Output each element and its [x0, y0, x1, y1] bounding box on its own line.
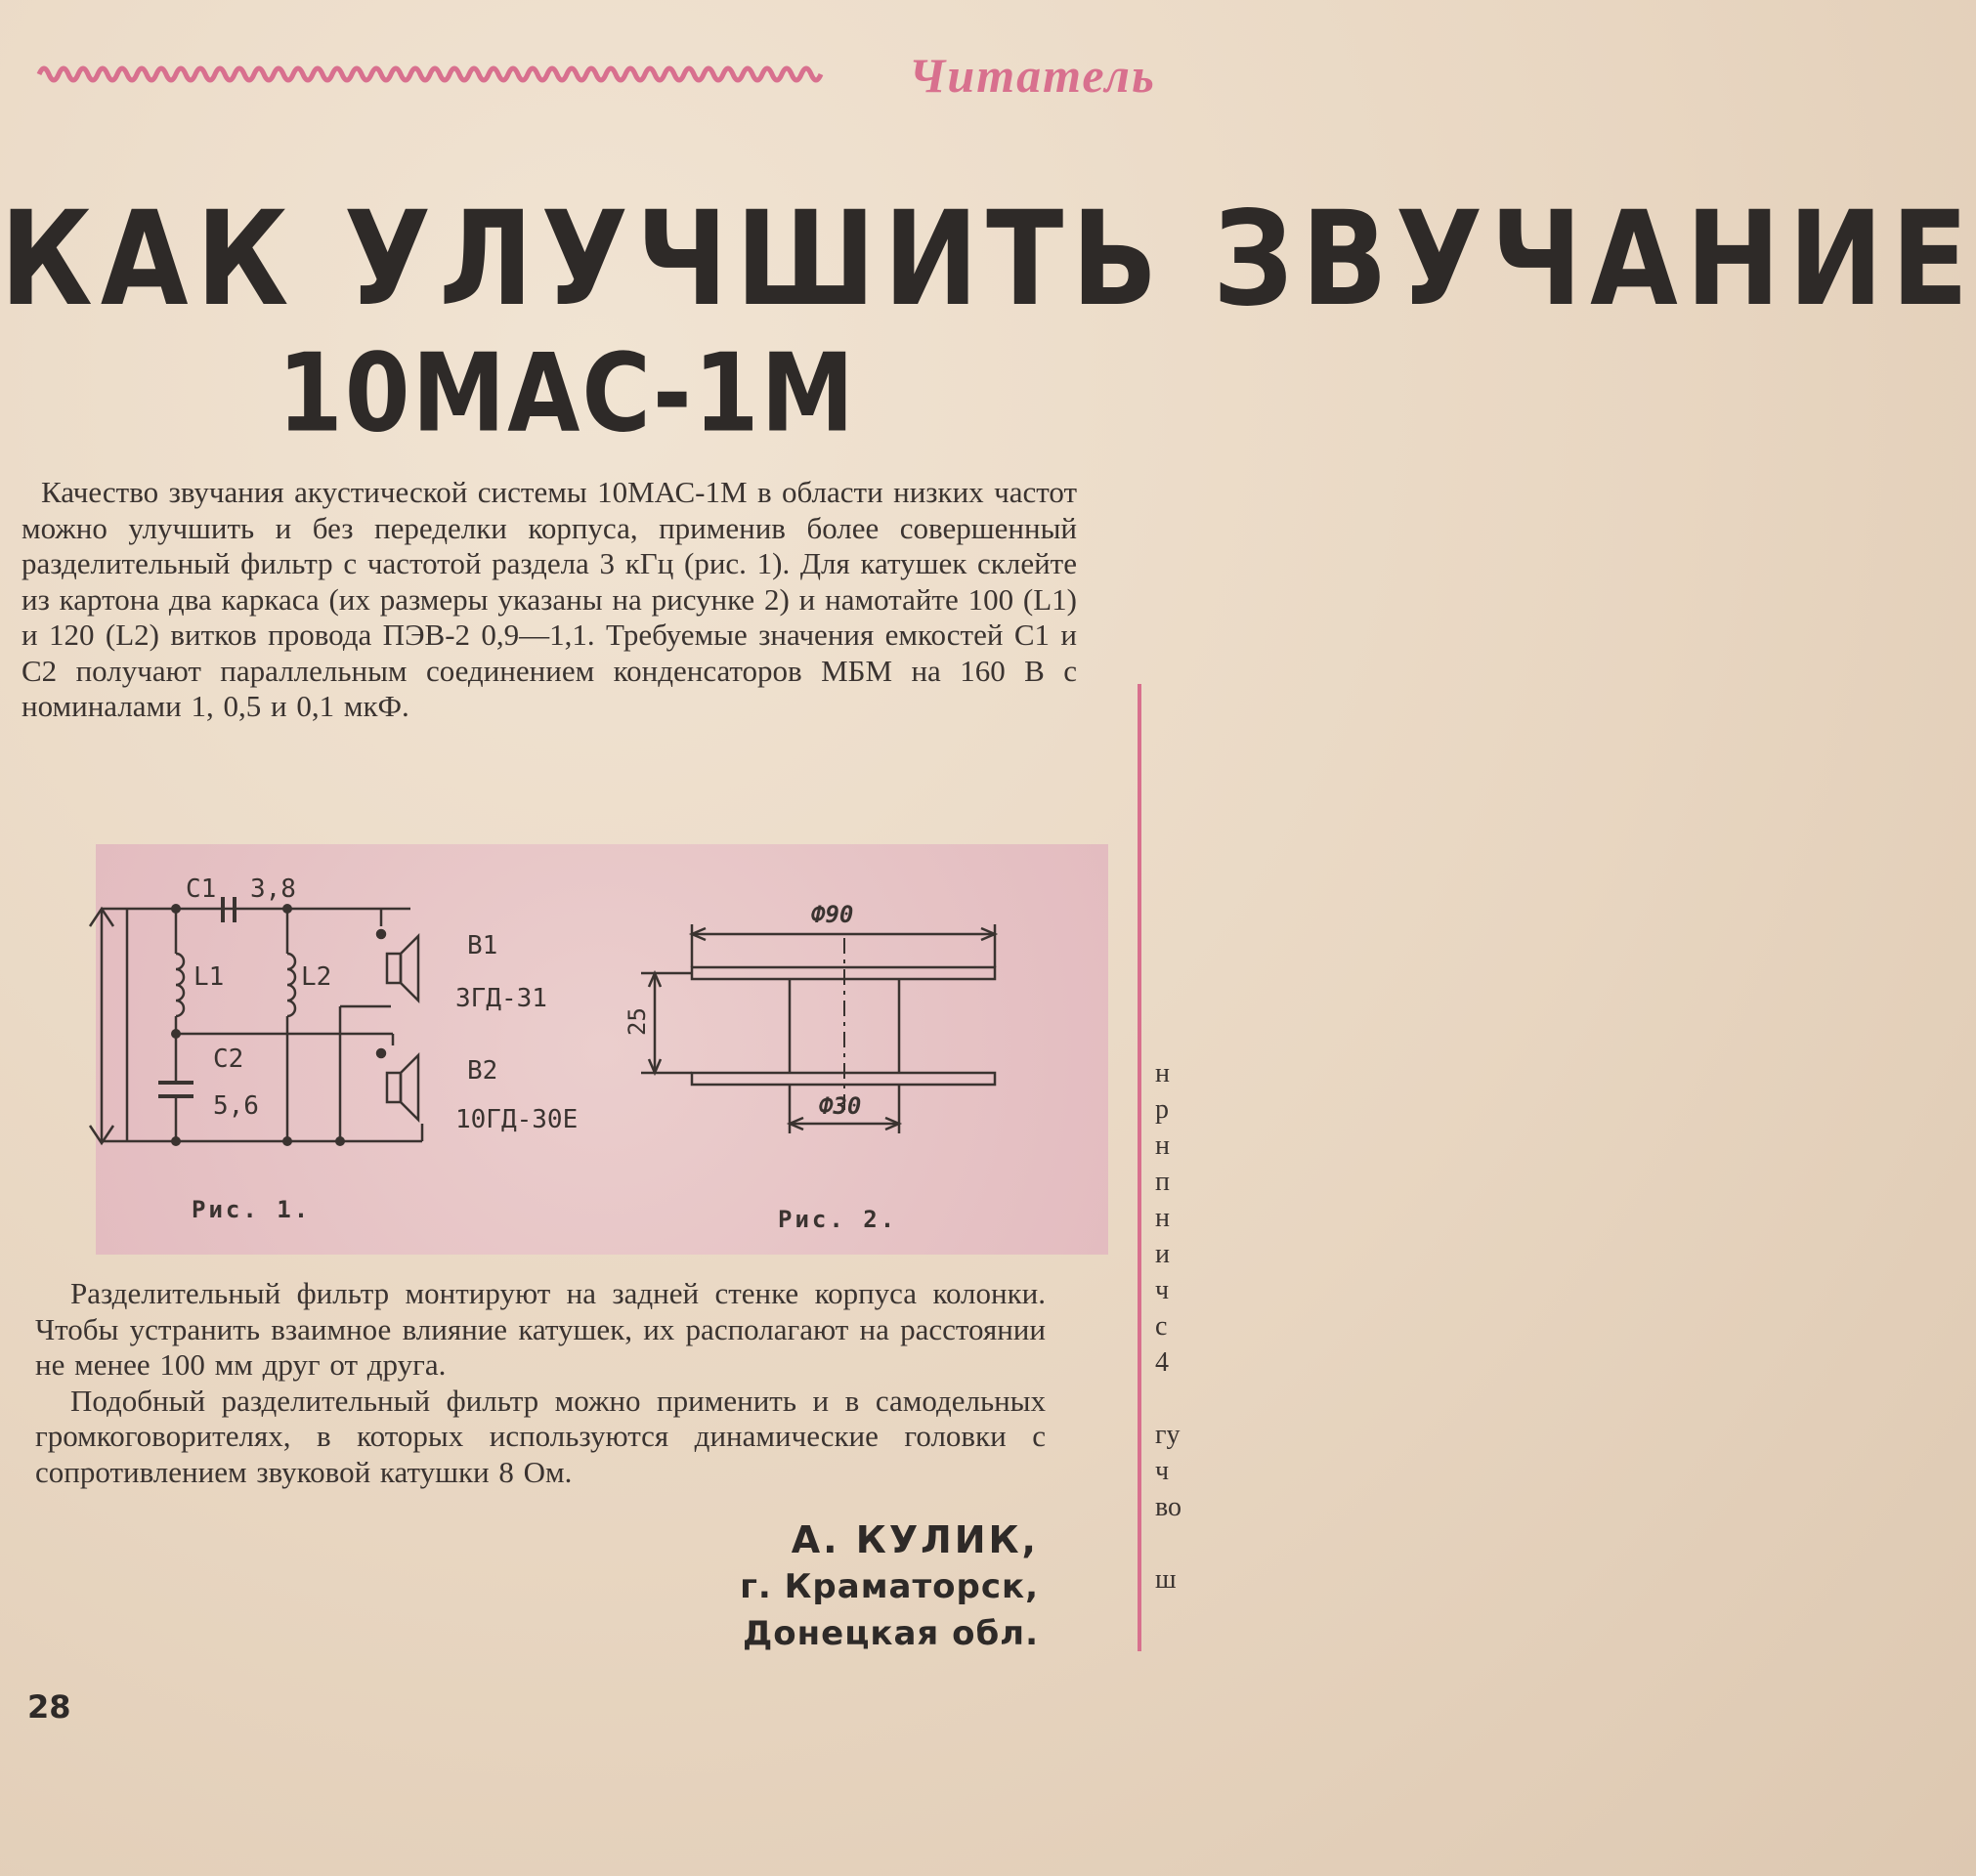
junction-dot: [335, 1136, 345, 1146]
speaker-b2-terminal: [377, 1049, 385, 1057]
label-c1-value: 3,8: [250, 874, 296, 904]
neighbor-text-fragment: н: [1155, 1203, 1170, 1233]
label-c1: C1: [186, 874, 217, 904]
neighbor-text-fragment: н: [1155, 1058, 1170, 1088]
author-city: г. Краматорск,: [740, 1567, 1039, 1606]
junction-dot: [171, 904, 181, 914]
article-title-line-1: КАК УЛУЧШИТЬ ЗВУЧАНИЕ: [0, 184, 1976, 336]
signature: [740, 1516, 1039, 1657]
neighbor-text-fragment: р: [1155, 1094, 1169, 1125]
junction-dot: [282, 1136, 292, 1146]
dimension-inner-diameter: Ф30: [819, 1092, 862, 1120]
neighbor-text-fragment: ч: [1155, 1456, 1170, 1486]
speaker-b2-cone: [401, 1055, 418, 1120]
neighbor-text-fragment: [1155, 1381, 1184, 1417]
intro-paragraph: Качество звучания акустической системы 10МАС-1М в области низких частот можно улучшить и без переделки корпуса, применив более совершенный разделительный фильтр с частотой раздела 3 кГц (рис. 1). Для катушек склейте из картона два каркаса (их размеры указаны на рисунке 2) и намотайте 100 (L1) и 120 (L2) витков провода ПЭВ-2 0,9—1,1. Требуемые значения емкостей С1 и С2 получают параллельным соединением конденсаторов МБМ на 160 В с номиналами 1, 0,5 и 0,1 мкФ.: [21, 475, 1077, 723]
neighbor-text-fragment: с: [1155, 1311, 1168, 1342]
label-c2: C2: [213, 1045, 244, 1074]
speaker-b1-terminal: [377, 930, 385, 938]
label-b1-model: 3ГД-31: [455, 984, 547, 1013]
neighbor-text-fragment: и: [1155, 1239, 1170, 1269]
label-b1: B1: [467, 931, 498, 960]
label-b2: B2: [467, 1056, 498, 1086]
neighbor-page-text: [1155, 1055, 1184, 1598]
neighbor-text-fragment: [1155, 1525, 1184, 1561]
neighbor-text-fragment: ч: [1155, 1275, 1170, 1305]
dimension-height: 25: [623, 1007, 651, 1036]
label-b2-model: 10ГД-30Е: [455, 1105, 579, 1134]
paragraph-application: Подобный разделительный фильтр можно применить и в самодельных громкоговорителях, в которых используются динамические головки с сопротивлением звуковой катушки 8 Ом.: [35, 1383, 1046, 1489]
neighbor-text-fragment: во: [1155, 1492, 1182, 1522]
body-text: [35, 1276, 1046, 1490]
paragraph-mounting: Разделительный фильтр монтируют на задней стенке корпуса колонки. Чтобы устранить взаимное влияние катушек, их располагают на расстоянии не менее 100 мм друг от друга.: [35, 1276, 1046, 1382]
neighbor-text-fragment: п: [1155, 1167, 1170, 1197]
junction-dot: [171, 1136, 181, 1146]
junction-dot: [282, 904, 292, 914]
author-region: Донецкая обл.: [743, 1614, 1039, 1653]
speaker-b1-cone: [401, 936, 418, 1001]
label-l2: L2: [301, 962, 332, 992]
article-title-line-2: 10МАС-1М: [277, 330, 857, 456]
neighbor-text-fragment: ш: [1155, 1564, 1177, 1595]
neighbor-text-fragment: гу: [1155, 1420, 1181, 1450]
neighbor-text-fragment: 4: [1155, 1347, 1169, 1378]
page-number: 28: [27, 1688, 71, 1726]
speaker-b2-body: [387, 1073, 401, 1102]
author-name: А. КУЛИК,: [791, 1518, 1039, 1561]
dimension-outer-diameter: Ф90: [811, 901, 854, 928]
inductor-l1: [176, 954, 184, 1016]
label-c2-value: 5,6: [213, 1091, 259, 1121]
label-l1: L1: [193, 962, 225, 992]
section-label: Читатель: [909, 48, 1156, 103]
junction-dot: [171, 1029, 181, 1039]
figure-1-caption: Рис. 1.: [192, 1196, 312, 1223]
figure-2-caption: Рис. 2.: [778, 1206, 898, 1233]
coil-former-drawing: [641, 924, 995, 1133]
speaker-b1-body: [387, 954, 401, 983]
neighbor-text-fragment: н: [1155, 1130, 1170, 1161]
inductor-l2: [287, 954, 295, 1016]
